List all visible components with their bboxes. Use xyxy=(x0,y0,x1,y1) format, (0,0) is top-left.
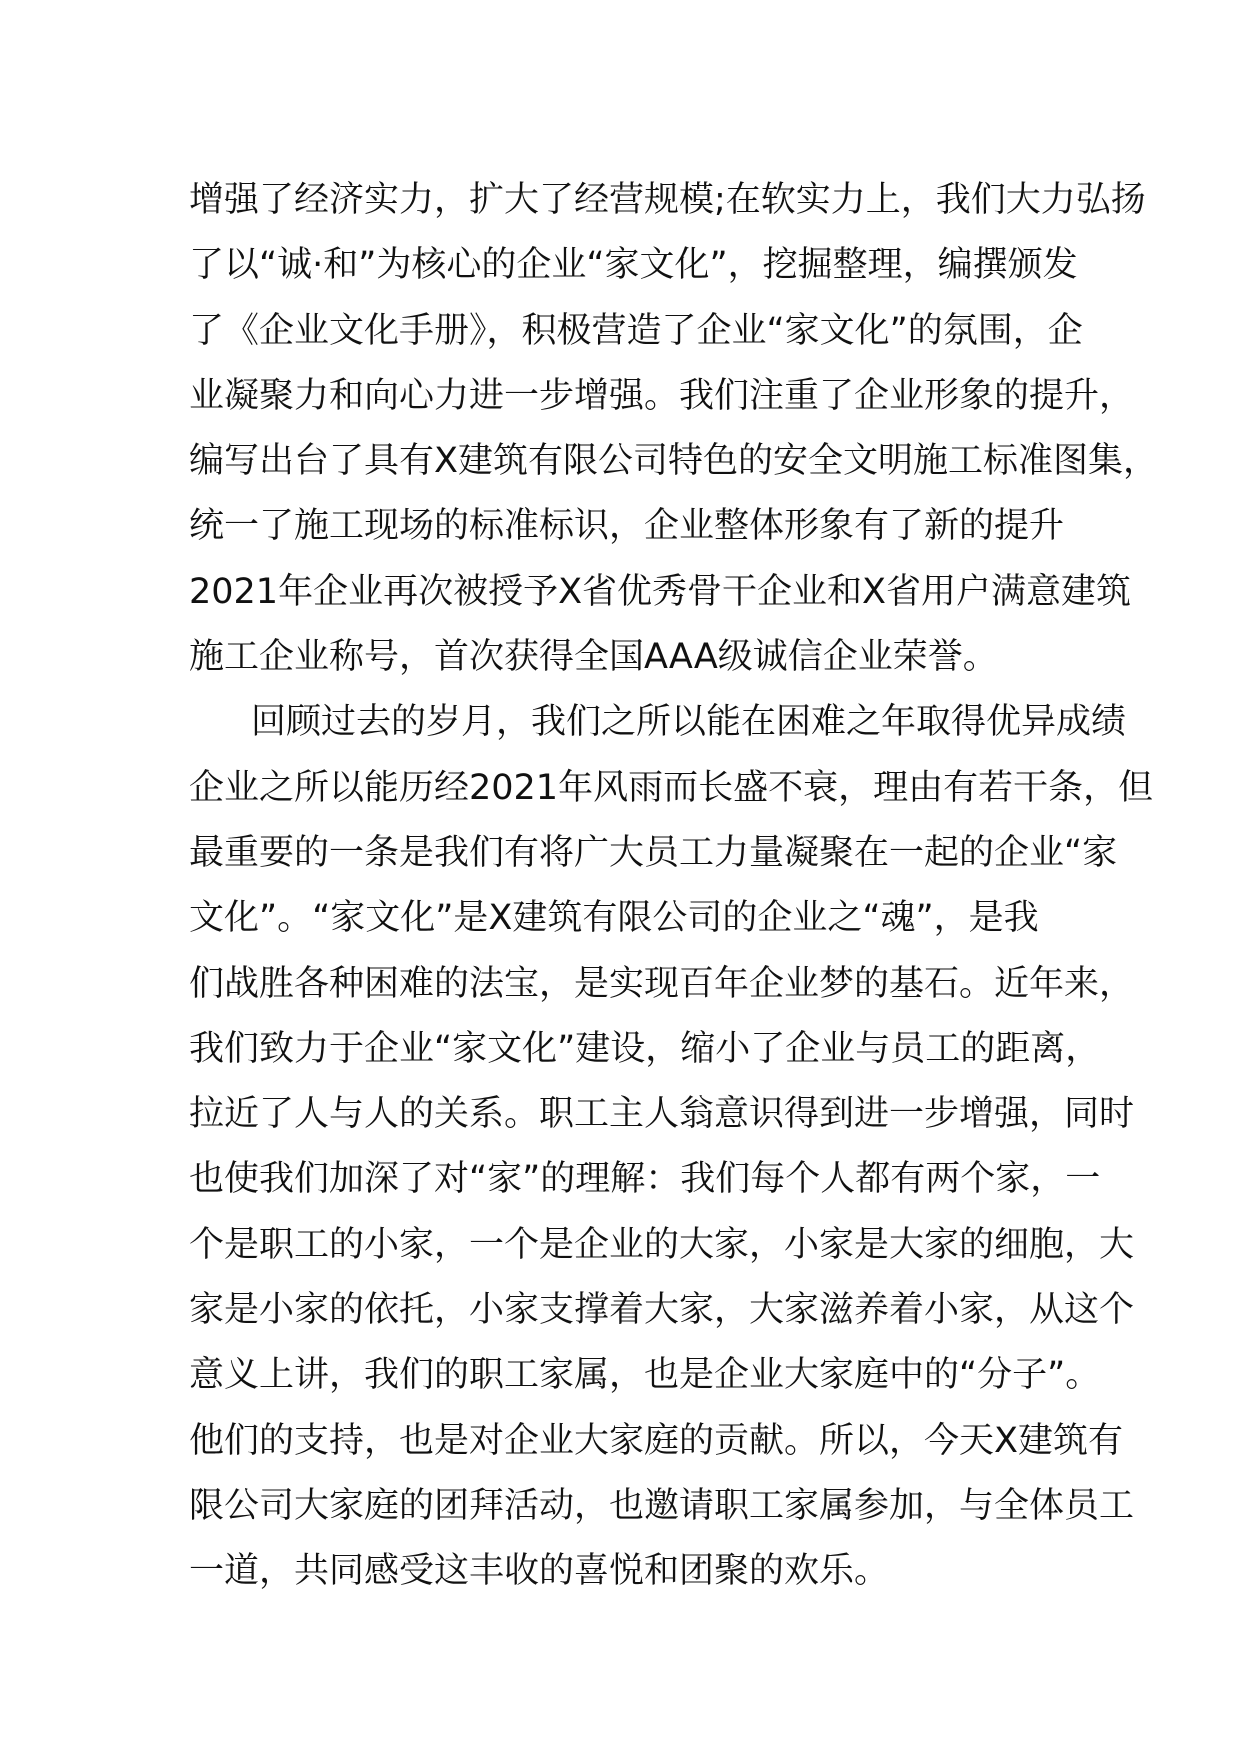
text-line: 最重要的一条是我们有将广大员工力量凝聚在一起的企业“家 xyxy=(189,832,1118,873)
text-line: 家是小家的依托，小家支撑着大家，大家滋养着小家，从这个 xyxy=(189,1290,1135,1331)
text-line-indented: 回顾过去的岁月，我们之所以能在困难之年取得优异成绩 xyxy=(251,702,1127,743)
text-line: 我们致力于企业“家文化”建设，缩小了企业与员工的距离， xyxy=(189,1028,1101,1069)
text-line: 了以“诚·和”为核心的企业“家文化”，挖掘整理，编撰颁发 xyxy=(189,245,1078,286)
text-line: 统一了施工现场的标准标识，企业整体形象有了新的提升 xyxy=(189,506,1065,547)
text-line: 增强了经济实力，扩大了经营规模;在软实力上，我们大力弘扬 xyxy=(189,180,1146,220)
text-line: 拉近了人与人的关系。职工主人翁意识得到进一步增强，同时 xyxy=(189,1094,1135,1135)
body-text xyxy=(189,168,1158,1605)
text-line: 他们的支持，也是对企业大家庭的贡献。所以，今天X建筑有 xyxy=(189,1420,1123,1461)
text-line: 文化”。“家文化”是X建筑有限公司的企业之“魂”，是我 xyxy=(189,898,1039,939)
text-line: 意义上讲，我们的职工家属，也是企业大家庭中的“分子”。 xyxy=(189,1355,1101,1396)
text-line: 们战胜各种困难的法宝，是实现百年企业梦的基石。近年来， xyxy=(189,963,1135,1004)
paragraph-2 xyxy=(189,690,1154,1604)
text-line: 个是职工的小家，一个是企业的大家，小家是大家的细胞，大 xyxy=(189,1224,1135,1265)
text-line: 了《企业文化手册》，积极营造了企业“家文化”的氛围，企 xyxy=(189,310,1083,351)
text-line: 2021年企业再次被授予X省优秀骨干企业和X省用户满意建筑 xyxy=(189,571,1132,612)
text-line: 编写出台了具有X建筑有限公司特色的安全文明施工标准图集， xyxy=(189,441,1158,482)
text-line: 企业之所以能历经2021年风雨而长盛不衰，理由有若干条，但 xyxy=(189,767,1154,808)
text-line: 业凝聚力和向心力进一步增强。我们注重了企业形象的提升， xyxy=(189,375,1135,416)
text-line: 限公司大家庭的团拜活动，也邀请职工家属参加，与全体员工 xyxy=(189,1485,1135,1526)
text-line: 也使我们加深了对“家”的理解：我们每个人都有两个家，一 xyxy=(189,1159,1101,1200)
text-line: 一道，共同感受这丰收的喜悦和团聚的欢乐。 xyxy=(189,1551,890,1592)
paragraph-1 xyxy=(189,168,1158,690)
text-line: 施工企业称号，首次获得全国AAA级诚信企业荣誉。 xyxy=(189,637,998,678)
